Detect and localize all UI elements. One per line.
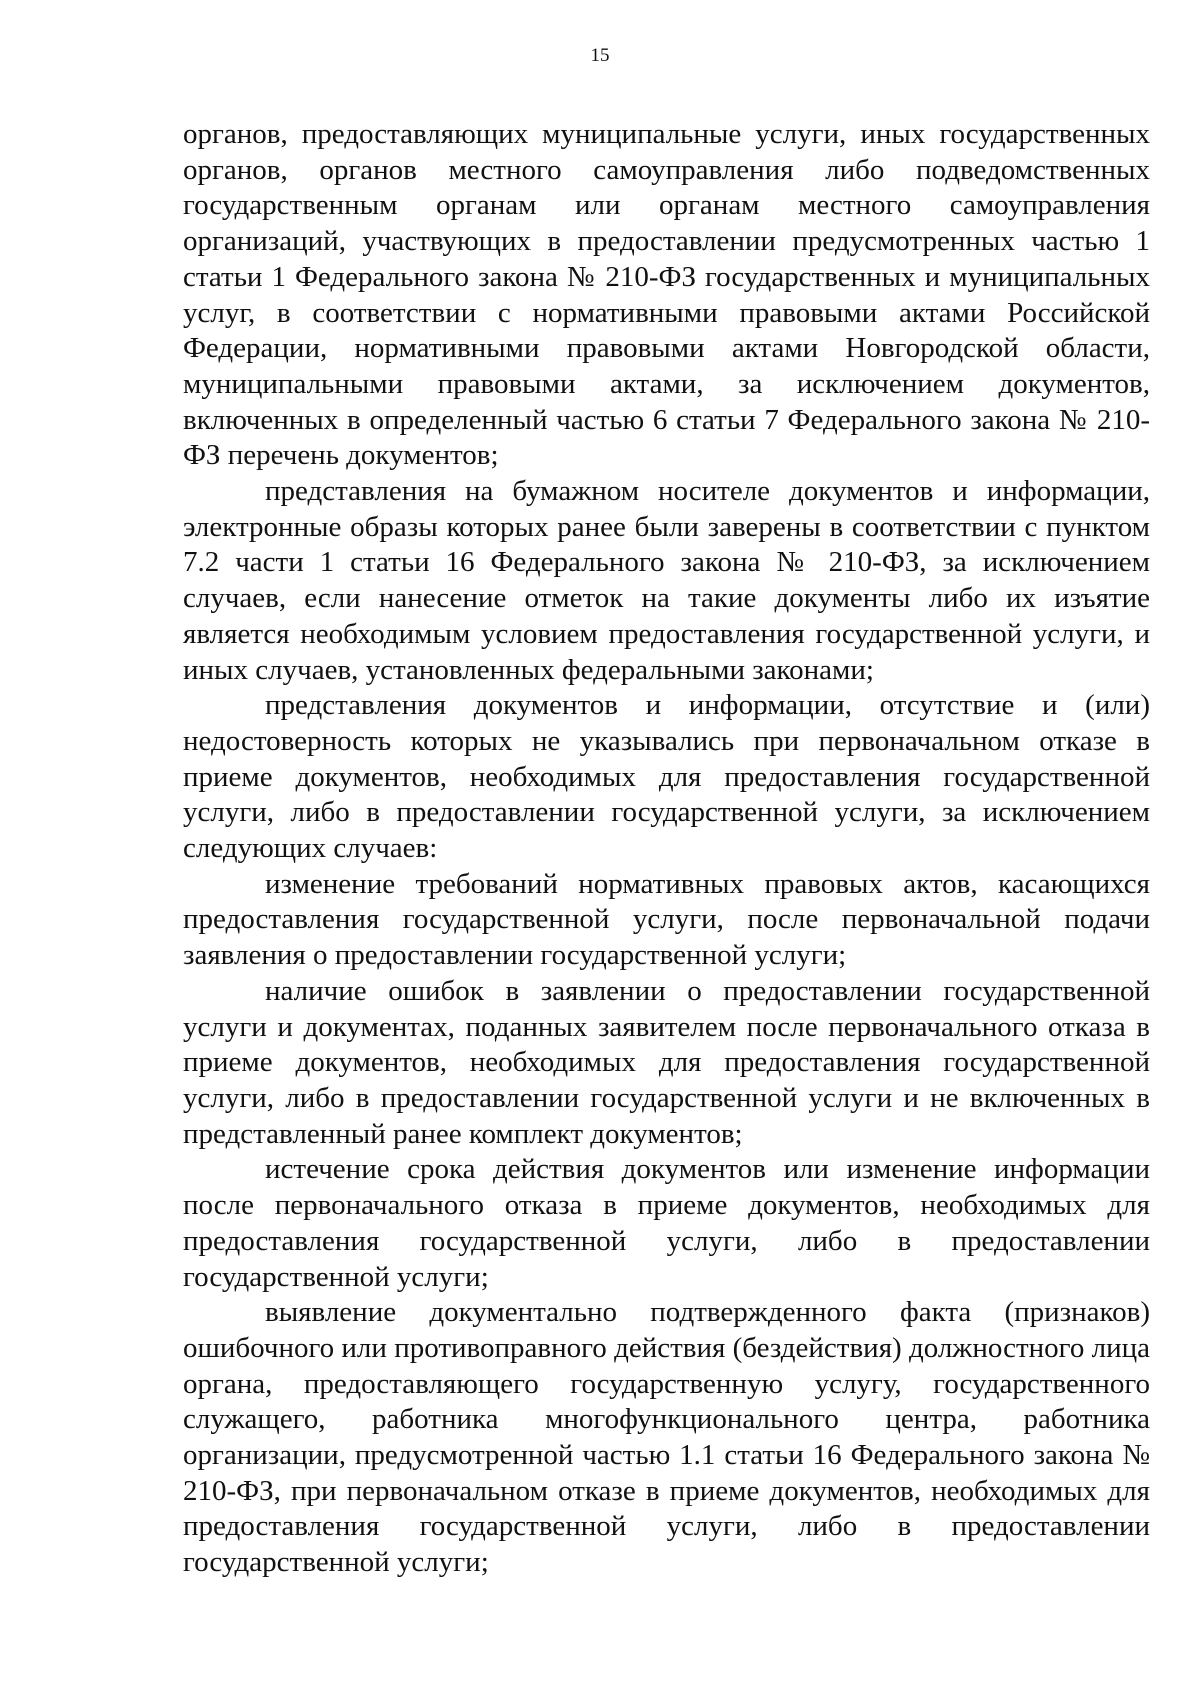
- page-number: 15: [590, 45, 610, 66]
- paragraph-paper-documents: представления на бумажном носителе документов и информации, электронные образы которых ранее были заверены в соответствии с пунктом 7.2 части 1 статьи 16 Федерального закона № 210-ФЗ, за исключением случаев, если нанесение отметок на такие документы либо их изъятие является необходимым условием предоставления государственной услуги, и иных случаев, установленных федеральными законами;: [183, 475, 1150, 686]
- list-item-requirements-change: изменение требований нормативных правовых актов, касающихся предоставления государственной услуги, после первоначальной подачи заявления о предоставлении государственной услуги;: [183, 867, 1150, 972]
- paragraph-missing-documents: представления документов и информации, отсутствие и (или) недостоверность которых не указывались при первоначальном отказе в приеме документов, необходимых для предоставления государственной услуги, либо в предоставлении государственной услуги, за исключением следующих случаев:: [183, 689, 1150, 865]
- list-item-expiry: истечение срока действия документов или изменение информации после первоначального отказа в приеме документов, необходимых для предоставления государственной услуги, либо в предоставлении государственной услуги;: [183, 1153, 1150, 1293]
- list-item-application-errors: наличие ошибок в заявлении о предоставлении государственной услуги и документах, поданных заявителем после первоначального отказа в приеме документов, необходимых для предоставления государственной услуги, либо в предоставлении государственной услуги и не включенных в представленный ранее комплект документов;: [183, 974, 1150, 1150]
- document-body: [183, 117, 1150, 1581]
- paragraph-continuation: органов, предоставляющих муниципальные услуги, иных государственных органов, органов местного самоуправления либо подведомственных государственным органам или органам местного самоуправления организаций, участвующих в предоставлении предусмотренных частью 1 статьи 1 Федерального закона № 210-ФЗ государственных и муниципальных услуг, в соответствии с нормативными правовыми актами Российской Федерации, нормативными правовыми актами Новгородской области, муниципальными правовыми актами, за исключением документов, включенных в определенный частью 6 статьи 7 Федерального закона № 210-ФЗ перечень документов;: [183, 118, 1150, 472]
- list-item-unlawful-action: выявление документально подтвержденного факта (признаков) ошибочного или противоправного действия (бездействия) должностного лица органа, предоставляющего государственную услугу, государственного служащего, работника многофункционального центра, работника организации, предусмотренной частью 1.1 статьи 16 Федерального закона № 210-ФЗ, при первоначальном отказе в приеме документов, необходимых для предоставления государственной услуги, либо в предоставлении государственной услуги;: [183, 1296, 1150, 1579]
